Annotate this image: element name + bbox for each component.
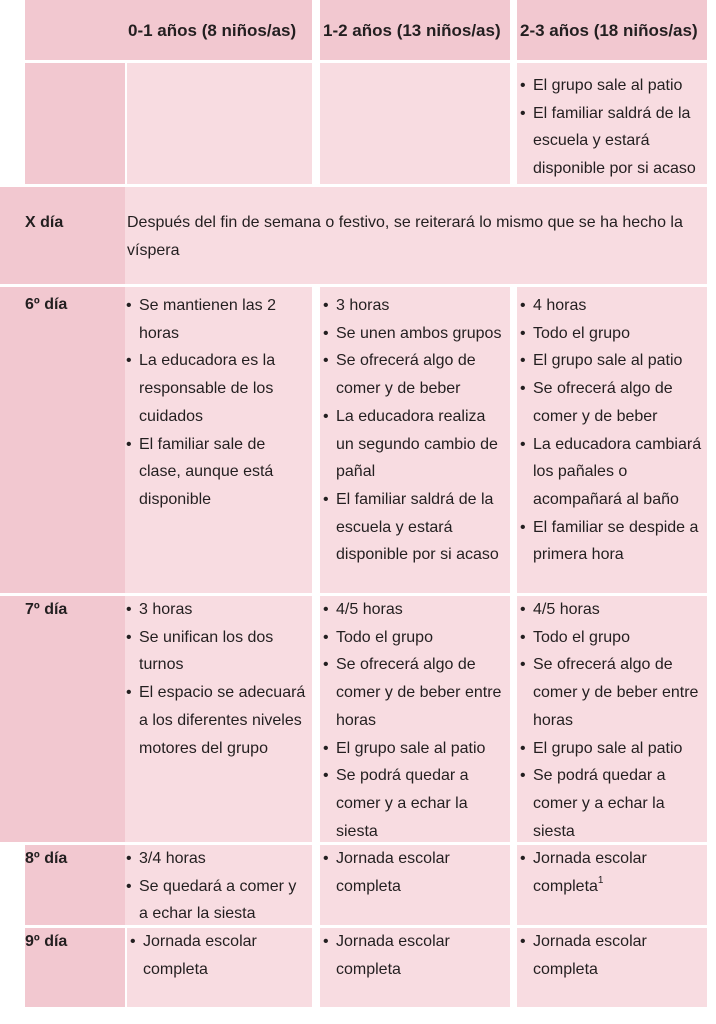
header-col-1-2-label: 1-2 años (13 niños/as) [323,21,501,40]
cell-7-col2 [320,596,510,842]
cell-6-col1 [125,287,312,593]
list-item: • Se unifican los dos turnos [125,624,312,679]
cell-7-col3 [517,596,707,842]
list-item: • 3 horas [125,596,312,624]
row-label-9-text [0,928,125,956]
cell-8-col1 [125,845,312,925]
list-7-col3 [519,596,703,845]
list-item: • Se unen ambos grupos [322,320,506,348]
list-item: • El espacio se adecuará a los diferentes niveles motores del grupo [125,679,312,762]
list-item: • La educadora cambiará los pañales o acompañará al baño [519,431,703,514]
cell-cont-col3 [517,63,707,184]
cell-9-col3 [517,928,707,1007]
row-label-7-text [0,596,125,624]
list-item: • Se podrá quedar a comer y a echar la siesta [519,762,703,845]
cell-cont-col1 [127,63,312,184]
list-item: • 4/5 horas [519,596,703,624]
list-9-col2 [322,928,506,983]
cell-6-col3 [517,287,707,593]
list-9-col1 [129,928,308,983]
header-col-2-3 [517,0,707,60]
list-item: • Se podrá quedar a comer y a echar la siesta [322,762,506,845]
list-item [519,845,703,900]
list-item: • Se ofrecerá algo de comer y de beber [322,347,506,402]
day-8-label: 8º día [25,850,68,867]
header-col-0-1 [125,0,312,60]
list-8-col1 [125,845,308,928]
list-7-col2 [322,596,506,845]
header-col-1-2 [320,0,510,60]
list-item: • El familiar saldrá de la escuela y estará disponible por si acaso [322,486,506,569]
row-label-continuation [25,63,125,184]
list-item: • Se ofrecerá algo de comer y de beber entre horas [322,651,506,734]
list-item: • El familiar saldrá de la escuela y estará disponible por si acaso [519,100,701,183]
x-dia-label: X día [25,214,64,231]
list-6-col1 [125,292,308,514]
list-9-col3 [519,928,703,983]
row-label-6 [0,287,125,593]
row-label-7 [0,596,125,842]
list-8-col2 [322,845,506,900]
list-item: • Se mantienen las 2 horas [125,292,308,347]
day-9-label: 9º día [25,933,68,950]
list-item: • Todo el grupo [322,624,506,652]
cell-x-dia [125,187,707,284]
header-col-0-1-label: 0-1 años (8 niños/as) [128,21,297,40]
row-label-x-dia-text [0,209,125,237]
list-6-col2 [322,292,506,569]
day-7-label: 7º día [25,601,68,618]
list-item: • La educadora es la responsable de los cuidados [125,347,308,430]
list-item: • Se quedará a comer y a echar la siesta [125,873,308,928]
list-item: • La educadora realiza un segundo cambio de pañal [322,403,506,486]
row-label-6-text [0,291,125,319]
day-6-label: 6º día [25,296,68,313]
footnote-marker: 1 [597,875,604,887]
cell-9-col2 [320,928,510,1007]
cell-7-col1 [125,596,312,842]
list-7-col1 [125,596,312,762]
list-6-col3 [519,292,703,569]
list-item: • El grupo sale al patio [519,72,701,100]
list-item: • 4/5 horas [322,596,506,624]
cell-8-col3 [517,845,707,925]
list-item: • Se ofrecerá algo de comer y de beber entre horas [519,651,703,734]
list-item: • El grupo sale al patio [322,735,506,763]
x-dia-text: Después del fin de semana o festivo, se reiterará lo mismo que se ha hecho la víspera [127,214,683,259]
list-item: • Todo el grupo [519,624,703,652]
cell-cont-col2 [320,63,510,184]
row-label-8-text [0,845,125,873]
list-item: • Se ofrecerá algo de comer y de beber [519,375,703,430]
header-corner [25,0,125,60]
list-cont-col3 [519,72,701,183]
list-item: • El grupo sale al patio [519,735,703,763]
list-item: • Todo el grupo [519,320,703,348]
list-item: • El grupo sale al patio [519,347,703,375]
header-col-2-3-label: 2-3 años (18 niños/as) [520,21,698,40]
cell-9-col1 [127,928,312,1007]
list-item: • 3 horas [322,292,506,320]
list-item: • Jornada escolar completa [322,845,506,900]
cell-6-col2 [320,287,510,593]
list-item: • 3/4 horas [125,845,308,873]
list-item: • 4 horas [519,292,703,320]
list-item: • Jornada escolar completa [519,928,703,983]
list-item-text: Jornada escolar completa [533,850,647,895]
list-item: • El familiar sale de clase, aunque está disponible [125,431,308,514]
cell-8-col2 [320,845,510,925]
list-item: • Jornada escolar completa [322,928,506,983]
list-item: • El familiar se despide a primera hora [519,514,703,569]
list-8-col3 [519,845,703,900]
list-item: • Jornada escolar completa [129,928,308,983]
